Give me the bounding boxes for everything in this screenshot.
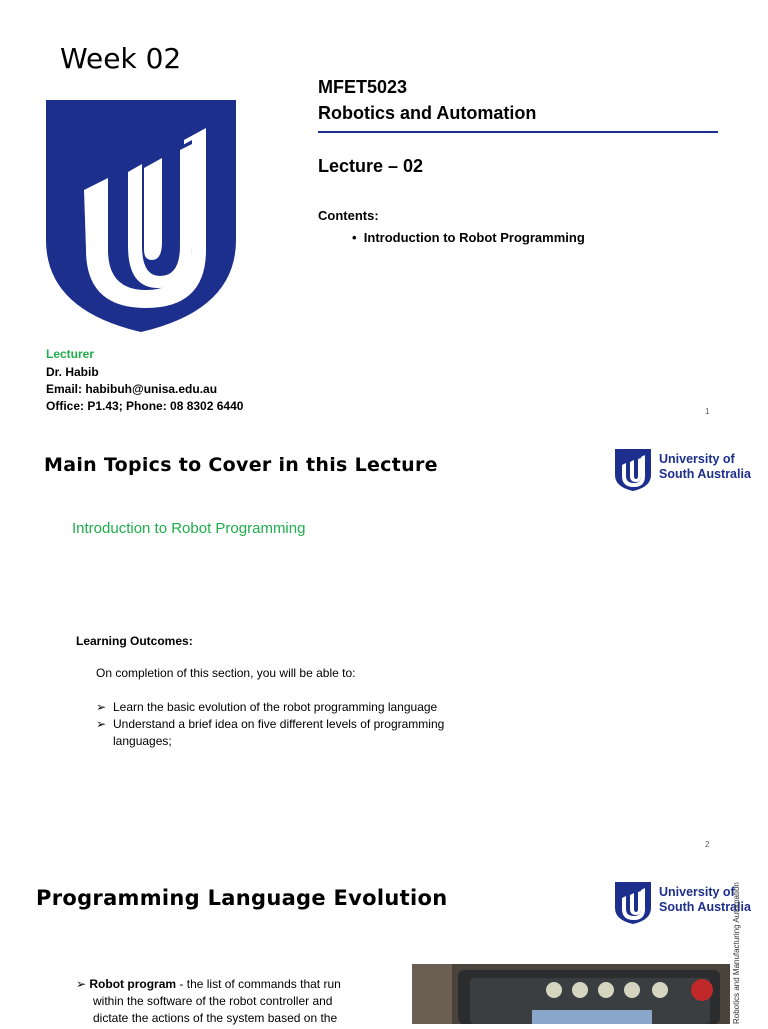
contents-item bbox=[352, 230, 585, 245]
arrow-bullet-icon: ➢ bbox=[96, 700, 107, 714]
outcome-item bbox=[96, 716, 516, 733]
robot-program-bullet bbox=[76, 976, 390, 1027]
outcome-item bbox=[96, 699, 516, 716]
course-code: MFET5023 bbox=[318, 77, 408, 97]
slide-3-title: Programming Language Evolution bbox=[36, 886, 448, 910]
university-logo bbox=[615, 449, 765, 493]
contents-item-text: Introduction to Robot Programming bbox=[363, 230, 585, 245]
page-number: 2 bbox=[705, 840, 710, 849]
contents-label: Contents: bbox=[318, 208, 379, 223]
bullet-line: dictate the actions of the system based on the bbox=[93, 1011, 338, 1025]
bullet-text: - the list of commands that run bbox=[179, 977, 341, 991]
lecture-number: Lecture – 02 bbox=[318, 156, 424, 176]
university-logo bbox=[615, 882, 765, 926]
lecturer-email: Email: habibuh@unisa.edu.au bbox=[46, 382, 218, 396]
learning-outcomes-intro: On completion of this section, you will be able to: bbox=[96, 666, 356, 680]
unisa-small-shield-icon bbox=[615, 882, 651, 924]
teach-pendant-image bbox=[412, 964, 730, 1024]
course-name: Robotics and Automation bbox=[318, 103, 537, 123]
robot-teach-pendant-photo bbox=[412, 964, 730, 1024]
outcome-text: Learn the basic evolution of the robot programming language bbox=[113, 700, 438, 714]
section-heading: Introduction to Robot Programming bbox=[72, 520, 306, 537]
lecturer-office: Office: P1.43; Phone: 08 8302 6440 bbox=[46, 399, 244, 413]
learning-outcomes-label: Learning Outcomes: bbox=[76, 634, 193, 648]
bullet-dot-icon: • bbox=[352, 230, 364, 245]
university-name-line-1: University of bbox=[659, 452, 735, 466]
arrow-bullet-icon: ➢ bbox=[76, 977, 90, 991]
arrow-bullet-icon: ➢ bbox=[96, 717, 107, 731]
bullet-term: Robot program bbox=[89, 977, 177, 991]
university-name-line-2: South Australia bbox=[659, 900, 751, 914]
outcome-text: Understand a brief idea on five different levels of programming bbox=[113, 717, 445, 731]
page-number: 1 bbox=[705, 407, 710, 416]
week-label: Week 02 bbox=[60, 42, 182, 75]
bullet-line bbox=[76, 976, 390, 993]
university-name-line-2: South Australia bbox=[659, 467, 751, 481]
side-label: Robotics and Manufacturing Automation bbox=[732, 882, 741, 1024]
bullet-line: within the software of the robot controller and bbox=[93, 994, 333, 1008]
slide-2-title: Main Topics to Cover in this Lecture bbox=[44, 454, 438, 476]
university-name-line-1: University of bbox=[659, 885, 735, 899]
outcome-item-continuation: languages; bbox=[113, 734, 172, 748]
title-divider bbox=[318, 131, 718, 133]
lecturer-name: Dr. Habib bbox=[46, 365, 99, 379]
university-name bbox=[659, 452, 751, 482]
lecturer-label: Lecturer bbox=[46, 347, 95, 361]
course-heading bbox=[318, 74, 536, 126]
slide-1 bbox=[0, 0, 768, 432]
unisa-small-shield-icon bbox=[615, 449, 651, 491]
unisa-shield-logo bbox=[46, 100, 236, 332]
